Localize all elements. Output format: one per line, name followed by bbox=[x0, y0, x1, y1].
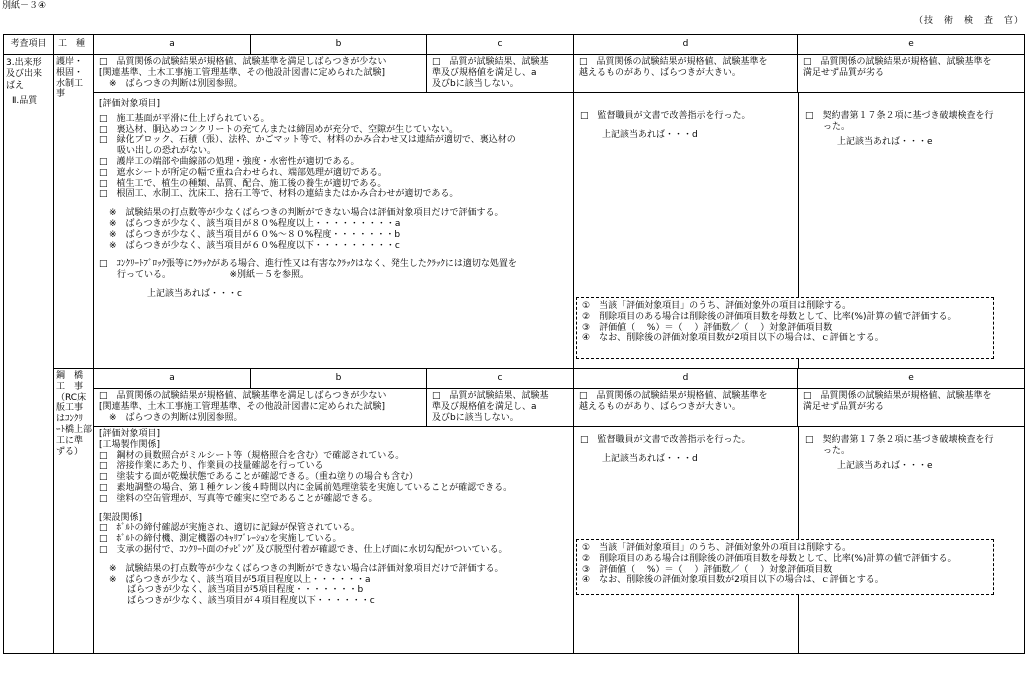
eval-item: □ 植生工で、植生の種類、品質、配合、施工後の養生が適切である。 bbox=[99, 178, 387, 189]
eval-item: □ 支承の据付で、ｺﾝｸﾘｰﾄ面のﾁｯﾋﾟﾝｸﾞ及び脱型付着が確認でき、仕上げ面に水切勾配がついている。 bbox=[99, 544, 508, 555]
eval-item: □ ﾎﾞﾙﾄの締付確認が実施され、適切に記録が保管されている。 bbox=[99, 523, 361, 534]
section2-grade-c: c bbox=[427, 369, 574, 389]
section1-work-type bbox=[54, 55, 94, 369]
work-type-line: 事 bbox=[56, 89, 66, 100]
e-summary: 上記該当あれば・・・e bbox=[837, 460, 933, 471]
work-type-line: 工に準 bbox=[56, 435, 84, 446]
header-grade-d: d bbox=[574, 35, 798, 55]
section1-criteria-ab bbox=[94, 55, 427, 93]
crack-item: 行っている。 ※別紙－５を参照。 bbox=[99, 270, 310, 281]
section2-grade-e: e bbox=[798, 369, 1025, 389]
section2-eval-cell bbox=[94, 427, 574, 654]
eval-item: □ 塗装する面が乾燥状態であることが確認できる。（重ね塗りの場合も含む） bbox=[99, 472, 419, 483]
judge-line: ※ 試験結果の打点数等が少なくばらつきの判断ができない場合は評価対象項目だけで評価する。 bbox=[109, 208, 504, 219]
section2-work-type bbox=[54, 369, 94, 654]
header-grade-a: a bbox=[94, 35, 251, 55]
header-row bbox=[4, 35, 1025, 55]
section1-detail-row bbox=[4, 93, 1025, 369]
spacer-row bbox=[4, 654, 1025, 695]
fab-title: [工場製作関係] bbox=[99, 439, 161, 450]
criteria-text: □ 品質関係の試験結果が規格値、試験基準を bbox=[803, 57, 992, 67]
section2-de-area bbox=[574, 427, 1025, 654]
work-type-line: ｰﾄ橋上部 bbox=[56, 424, 93, 435]
section1-de-area bbox=[574, 93, 1025, 369]
work-type-line: 根固・ bbox=[56, 67, 84, 78]
crack-item: □ ｺﾝｸﾘｰﾄﾌﾞﾛｯｸ張等にｸﾗｯｸがある場合、進行性又は有害なｸﾗｯｸはなく、発生したｸﾗｯｸには適切な処置を bbox=[99, 259, 517, 270]
e-summary: 上記該当あれば・・・e bbox=[837, 136, 933, 147]
judge-line: ばらつきが少なく、該当項目が5項目程度・・・・・・・b bbox=[109, 585, 364, 596]
criteria-text: [関連基準、土木工事施工管理基準、その他設計図書に定められた試験] bbox=[99, 67, 386, 78]
eval-item: □ 施工基面が平滑に仕上げられている。 bbox=[99, 113, 270, 124]
eval-title: [評価対象項目] bbox=[99, 429, 161, 439]
eval-item: □ 緑化ブロック、石積（張）、法枠、かごマット等で、材料のかみ合わせ又は連結が適切で、裏込材の bbox=[99, 135, 516, 146]
eval-title: [評価対象項目] bbox=[99, 99, 161, 109]
section1-criteria-d bbox=[574, 55, 798, 93]
criteria-text: 満足せず品質が劣る bbox=[803, 401, 885, 412]
category-cell bbox=[4, 55, 54, 654]
work-type-line: 鋼 橋 bbox=[56, 371, 84, 381]
section2-criteria-row bbox=[4, 389, 1025, 427]
criteria-text: □ 品質関係の試験結果が規格値、試験基準を満足しばらつきが少ない bbox=[99, 57, 387, 67]
judge-line: ※ ばらつきが少なく、該当項目が６０%～８０%程度・・・・・・・b bbox=[109, 229, 401, 240]
judge-line: ※ ばらつきが少なく、該当項目が６０%程度以下・・・・・・・・・c bbox=[109, 240, 400, 251]
criteria-text: 及びbに該当しない。 bbox=[432, 78, 519, 89]
note-line: ① 当該「評価対象項目」のうち、評価対象外の項目は削除する。 bbox=[582, 543, 852, 553]
section2-criteria-ab bbox=[94, 389, 427, 427]
criteria-text: 越えるものがあり、ばらつきが大きい。 bbox=[579, 401, 741, 412]
note-line: ① 当該「評価対象項目」のうち、評価対象外の項目は削除する。 bbox=[582, 301, 852, 311]
c-summary: 上記該当あれば・・・c bbox=[147, 288, 242, 299]
header-item: 考査項目 bbox=[4, 35, 54, 55]
section2-detail-row bbox=[4, 427, 1025, 654]
criteria-note: ※ ばらつきの判断は別図参照。 bbox=[109, 78, 243, 89]
evaluation-table bbox=[3, 34, 1025, 694]
e-instruction: □ 契約書第１７条２項に基づき破壊検査を行 bbox=[805, 435, 994, 445]
work-type-line: 護岸・ bbox=[56, 57, 84, 67]
work-type-line: 水制工 bbox=[56, 78, 84, 89]
eval-item: □ 遮水シートが所定の幅で重ね合わせられ、端部処理が適切である。 bbox=[99, 167, 388, 178]
section2-grade-a: a bbox=[94, 369, 251, 389]
work-type-line: 工 事 bbox=[56, 381, 84, 392]
criteria-text: 及びbに該当しない。 bbox=[432, 412, 519, 423]
note-line: ② 削除項目のある場合は削除後の評価項目数を母数として、比率(%)計算の値で評価する。 bbox=[582, 553, 957, 564]
criteria-text: 準及び規格値を満足し、a bbox=[432, 67, 537, 78]
eval-item: □ 溶接作業にあたり、作業員の技量確認を行っている bbox=[99, 461, 324, 472]
note-line: ④ なお、削除後の評価対象項目数が2項目以下の場合は、ｃ評価とする。 bbox=[582, 575, 884, 586]
criteria-text: 満足せず品質が劣る bbox=[803, 67, 885, 78]
judge-line: ばらつきが少なく、該当項目が４項目程度以下・・・・・・c bbox=[109, 596, 375, 607]
page-label: 別紙－３④ bbox=[2, 1, 47, 11]
category-line1: 3.出来形 bbox=[6, 58, 42, 68]
work-type-line: ずる） bbox=[56, 446, 84, 457]
e-instruction: □ 契約書第１７条２項に基づき破壊検査を行 bbox=[805, 111, 994, 121]
section1-eval-cell bbox=[94, 93, 574, 369]
eval-item: □ 根固工、水制工、沈床工、捨石工等で、材料の連結またはかみ合わせが適切である。 bbox=[99, 189, 459, 200]
section2-grade-d: d bbox=[574, 369, 798, 389]
criteria-text: □ 品質関係の試験結果が規格値、試験基準を bbox=[579, 57, 768, 67]
d-instruction: □ 監督職員が文書で改善指示を行った。 bbox=[580, 435, 751, 445]
section1-criteria-row bbox=[4, 55, 1025, 93]
note-line: ④ なお、削除後の評価対象項目数が2項目以下の場合は、ｃ評価とする。 bbox=[582, 333, 884, 344]
header-grade-e: e bbox=[798, 35, 1025, 55]
criteria-text: 準及び規格値を満足し、a bbox=[432, 401, 537, 412]
d-instruction: □ 監督職員が文書で改善指示を行った。 bbox=[580, 111, 751, 121]
judge-line: ※ 試験結果の打点数等が少なくばらつきの判断ができない場合は評価対象項目だけで評価する。 bbox=[109, 563, 504, 574]
eval-item: □ ﾎﾞﾙﾄの締付機、測定機器のｷｬﾘﾌﾞﾚｰｼｮﾝを実施している。 bbox=[99, 534, 342, 545]
eval-item: □ 素地調整の場合、第１種ケレン後４時間以内に金属前処理塗装を実施していることが確認できる。 bbox=[99, 482, 513, 493]
criteria-text: □ 品質関係の試験結果が規格値、試験基準を満足しばらつきが少ない bbox=[99, 391, 387, 401]
work-type-line: はｺﾝｸﾘ bbox=[56, 414, 84, 425]
judge-line: ※ ばらつきが少なく、該当項目が5項目程度以上・・・・・・a bbox=[109, 574, 371, 585]
e-instruction: った。 bbox=[805, 445, 851, 456]
eval-item: □ 鋼材の員数照合がミルシート等（規格照合を含む）で確認されている。 bbox=[99, 450, 405, 461]
eval-item: □ 裏込材、胴込めコンクリートの充てんまたは締固めが充分で、空隙が生じていない。 bbox=[99, 124, 459, 135]
criteria-text: □ 品質関係の試験結果が規格値、試験基準を bbox=[803, 391, 992, 401]
criteria-text: □ 品質関係の試験結果が規格値、試験基準を bbox=[579, 391, 768, 401]
section2-criteria-e bbox=[798, 389, 1025, 427]
criteria-text: 越えるものがあり、ばらつきが大きい。 bbox=[579, 67, 741, 78]
note-line: ③ 評価値（ %）＝（ ）評価数／（ ）対象評価項目数 bbox=[582, 564, 833, 575]
section2-notes-box bbox=[576, 539, 994, 595]
section1-notes-box bbox=[576, 297, 994, 359]
criteria-text: □ 品質が試験結果、試験基 bbox=[432, 57, 549, 67]
category-line3: ばえ bbox=[6, 80, 25, 91]
category-line2: 及び出来 bbox=[6, 69, 43, 80]
header-work-type: 工 種 bbox=[54, 35, 94, 55]
header-grade-b: b bbox=[251, 35, 427, 55]
erect-title: [架設関係] bbox=[99, 512, 143, 523]
eval-item: 吸い出しの恐れがない。 bbox=[99, 146, 217, 157]
category-line4: Ⅱ.品質 bbox=[12, 95, 38, 106]
office-label: （技 術 検 査 官） bbox=[913, 16, 1024, 26]
eval-item: □ 護岸工の端部や曲線部の処理・強度・水密性が適切である。 bbox=[99, 156, 360, 167]
d-summary: 上記該当あれば・・・d bbox=[602, 129, 698, 140]
judge-line: ※ ばらつきが少なく、該当項目が８０%程度以上・・・・・・・・・a bbox=[109, 218, 401, 229]
eval-item: □ 塗料の空缶管理が、写真等で確実に空であることが確認できる。 bbox=[99, 493, 378, 504]
note-line: ③ 評価値（ %）＝（ ）評価数／（ ）対象評価項目数 bbox=[582, 322, 833, 333]
d-summary: 上記該当あれば・・・d bbox=[602, 453, 698, 464]
work-type-line: 版工事 bbox=[56, 403, 84, 414]
criteria-text: [関連基準、土木工事施工管理基準、その他設計図書に定められた試験] bbox=[99, 401, 386, 412]
section2-criteria-c bbox=[427, 389, 574, 427]
header-grade-c: c bbox=[427, 35, 574, 55]
section1-criteria-e bbox=[798, 55, 1025, 93]
section1-criteria-c bbox=[427, 55, 574, 93]
section2-criteria-d bbox=[574, 389, 798, 427]
note-line: ② 削除項目のある場合は削除後の評価項目数を母数として、比率(%)計算の値で評価する。 bbox=[582, 311, 957, 322]
criteria-note: ※ ばらつきの判断は別図参照。 bbox=[109, 412, 243, 423]
e-instruction: った。 bbox=[805, 121, 851, 132]
criteria-text: □ 品質が試験結果、試験基 bbox=[432, 391, 549, 401]
section2-grade-row bbox=[4, 369, 1025, 389]
section2-grade-b: b bbox=[251, 369, 427, 389]
work-type-line: （RC床 bbox=[56, 392, 87, 403]
